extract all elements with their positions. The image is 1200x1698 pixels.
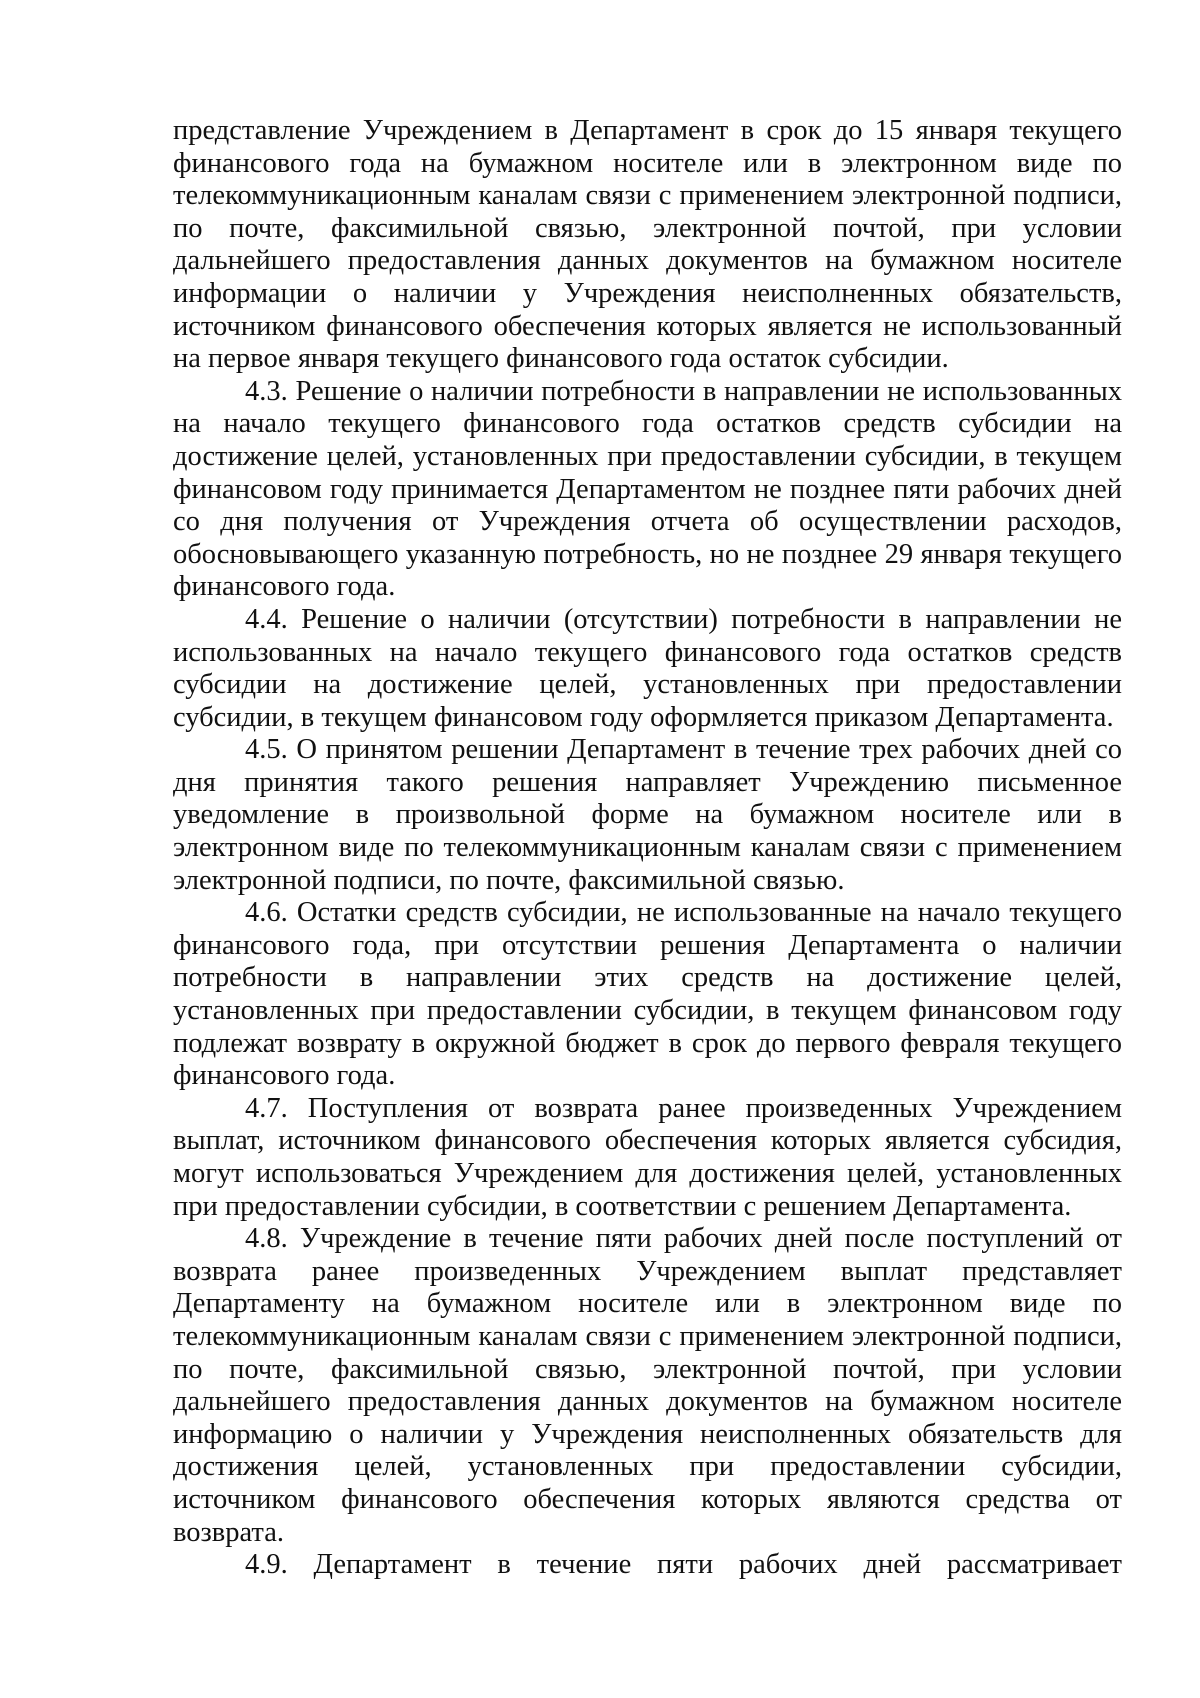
paragraph-4-5: 4.5. О принятом решении Департамент в течение трех рабочих дней со дня принятия такого решения направляет Учреждению письменное уведомление в произвольной форме на бумажном носителе или в электронном виде по телекоммуникационным каналам связи с применением электронной подписи, по почте, факсимильной связью. [173,734,1122,896]
document-page [173,115,1122,1582]
paragraph-continuation: представление Учреждением в Департамент в срок до 15 января текущего финансового года на бумажном носителе или в электронном виде по телекоммуникационным каналам связи с применением электронной подписи, по почте, факсимильной связью, электронной почтой, при условии дальнейшего предоставления данных документов на бумажном носителе информации о наличии у Учреждения неисполненных обязательств, источником финансового обеспечения которых является не использованный на первое января текущего финансового года остаток субсидии. [173,115,1122,375]
paragraph-4-4: 4.4. Решение о наличии (отсутствии) потребности в направлении не использованных на начало текущего финансового года остатков средств субсидии на достижение целей, установленных при предоставлении субсидии, в текущем финансовом году оформляется приказом Департамента. [173,603,1122,733]
paragraph-4-6: 4.6. Остатки средств субсидии, не использованные на начало текущего финансового года, при отсутствии решения Департамента о наличии потребности в направлении этих средств на достижение целей, установленных при предоставлении субсидии, в текущем финансовом году подлежат возврату в окружной бюджет в срок до первого февраля текущего финансового года. [173,897,1122,1092]
paragraph-4-8: 4.8. Учреждение в течение пяти рабочих дней после поступлений от возврата ранее произведенных Учреждением выплат представляет Департаменту на бумажном носителе или в электронном виде по телекоммуникационным каналам связи с применением электронной подписи, по почте, факсимильной связью, электронной почтой, при условии дальнейшего предоставления данных документов на бумажном носителе информацию о наличии у Учреждения неисполненных обязательств для достижения целей, установленных при предоставлении субсидии, источником финансового обеспечения которых являются средства от возврата. [173,1223,1122,1548]
paragraph-4-9: 4.9. Департамент в течение пяти рабочих дней рассматривает [245,1549,1122,1581]
paragraph-4-3: 4.3. Решение о наличии потребности в направлении не использованных на начало текущего финансового года остатков средств субсидии на достижение целей, установленных при предоставлении субсидии, в текущем финансовом году принимается Департаментом не позднее пяти рабочих дней со дня получения от Учреждения отчета об осуществлении расходов, обосновывающего указанную потребность, но не позднее 29 января текущего финансового года. [173,375,1122,603]
paragraph-4-7: 4.7. Поступления от возврата ранее произведенных Учреждением выплат, источником финансового обеспечения которых является субсидия, могут использоваться Учреждением для достижения целей, установленных при предоставлении субсидии, в соответствии с решением Департамента. [173,1092,1122,1222]
